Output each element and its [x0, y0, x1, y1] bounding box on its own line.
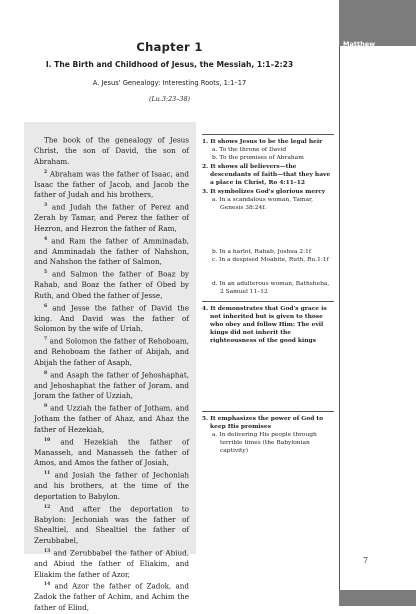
verse: The book of the genealogy of Jesus Christ, the son of David, the son of Abraham. — [34, 135, 189, 166]
page-number: 7 — [363, 556, 369, 565]
verse: $^{12}$ And after the deportation to Babylon: Jechoniah was the father of Shealtiel, and Shealtiel the father of Zerubbabel, — [34, 503, 189, 545]
verse: $^5$ and Salmon the father of Boaz by Rahab, and Boaz the father of Obed by Ruth, and Obed the father of Jesse, — [34, 269, 189, 300]
outline-point-3-end: d. In an adulterous woman, Bathsheba, 2 Samuel 11–12 — [212, 281, 330, 296]
verse: $^6$ and Jesse the father of David the king. And David was the father of Solomon by the wife of Uriah, — [34, 302, 189, 334]
outline-point-4: 4. It demonstrates that God's grace is not inherited but is given to those who obey and follow Him: The evil kings did not inherit the righteousness of the good kings — [202, 305, 327, 345]
subsection-title: A. Jesus' Genealogy: Interesting Roots, 1:1–17 — [92, 79, 247, 87]
verse: $^4$ and Ram the father of Amminadab, and Amminadab the father of Nahshon, and Nahshon the father of Salmon, — [34, 235, 189, 267]
outline-point-2: 2. It shows all believers—the descendants of faith—that they have a place in Christ, Ro 4:11–12 — [202, 163, 331, 187]
divider — [202, 301, 334, 302]
verse: $^8$ and Asaph the father of Jehoshaphat, and Jehoshaphat the father of Joram, and Joram the father of Uzziah, — [34, 369, 189, 401]
verse: $^9$ and Uzziah the father of Jotham, and Jotham the father of Ahaz, and Ahaz the father of Hezekiah, — [34, 403, 189, 434]
verse: $^2$ Abraham was the father of Isaac, and Isaac the father of Jacob, and Jacob the father of Judah and his brothers, — [34, 168, 189, 200]
verse: $^{14}$ and Azor the father of Zadok, and Zadok the father of Achim, and Achim the father of Eliud, — [34, 581, 189, 612]
outline-point-3: 3. It symbolizes God's glorious mercy a. In a scandalous woman, Tamar, Genesis 38:24f. — [202, 188, 326, 212]
verse: $^7$ and Solomon the father of Rehoboam, and Rehoboam the father of Abijah, and Abijah the father of Asaph, — [34, 336, 189, 367]
outline-point-3-more: b. In a harlot, Rahab, Joshua 2:1f c. In a despised Moabite, Ruth, Ru.1:1f — [212, 249, 329, 264]
verse: $^{10}$ and Hezekiah the father of Manasseh, and Manasseh the father of Amos, and Amos the father of Josiah, — [34, 436, 189, 468]
verse: $^3$ and Judah the father of Perez and Zerah by Tamar, and Perez the father of Hezron, and Hezron the father of Ram, — [34, 202, 189, 233]
verse: $^{13}$ and Zerubbabel the father of Abiud, and Abiud the father of Eliakim, and Eliakim the father of Azor, — [34, 548, 189, 579]
cross-reference: (Lu.3:23–38) — [148, 95, 191, 103]
running-header-label: Matthew — [343, 40, 376, 48]
section-title: I. The Birth and Childhood of Jesus, the Messiah, 1:1–2:23 — [45, 60, 294, 69]
outline-point-1: 1. It shows Jesus to be the legal heir a. To the throne of David b. To the promises of Abraham — [202, 138, 323, 162]
verse: $^{11}$ and Josiah the father of Jechoniah and his brothers, at the time of the deportation to Babylon. — [34, 470, 189, 501]
outline-point-5: 5. It emphasizes the power of God to keep His promises a. In delivering His people through terrible times (the Babylonian captivity) — [202, 415, 324, 455]
margin-divider — [339, 46, 340, 606]
chapter-title: Chapter 1 — [136, 40, 203, 54]
scripture-text — [34, 134, 189, 614]
divider — [202, 411, 334, 412]
divider — [202, 134, 334, 135]
footer-tab — [339, 590, 416, 606]
